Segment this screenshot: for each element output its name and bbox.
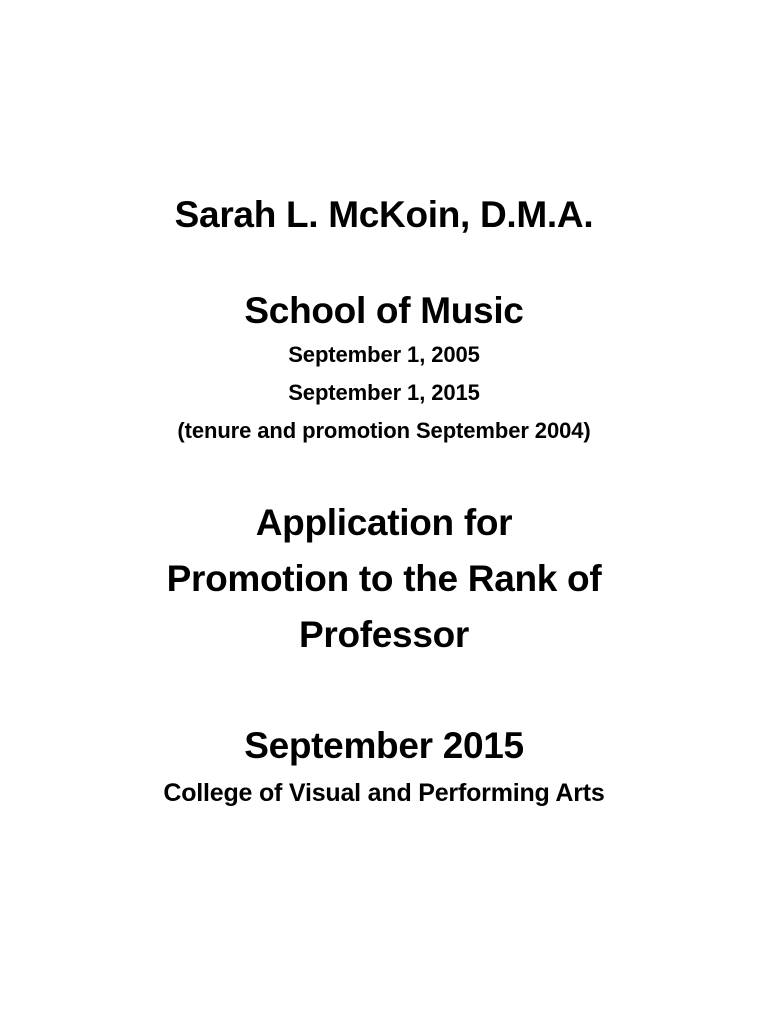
author-name: Sarah L. McKoin, D.M.A. — [174, 194, 594, 235]
college-name: College of Visual and Performing Arts — [163, 779, 605, 807]
tenure-note: (tenure and promotion September 2004) — [177, 418, 591, 443]
application-title-line-2: Promotion to the Rank of — [166, 558, 602, 599]
date-line-2: September 1, 2015 — [288, 380, 480, 405]
date-line-1: September 1, 2005 — [288, 342, 480, 367]
submission-date: September 2015 — [244, 725, 524, 766]
application-title-line-1: Application for — [255, 502, 513, 543]
application-title-line-3: Professor — [298, 614, 470, 655]
school-name: School of Music — [244, 290, 524, 331]
